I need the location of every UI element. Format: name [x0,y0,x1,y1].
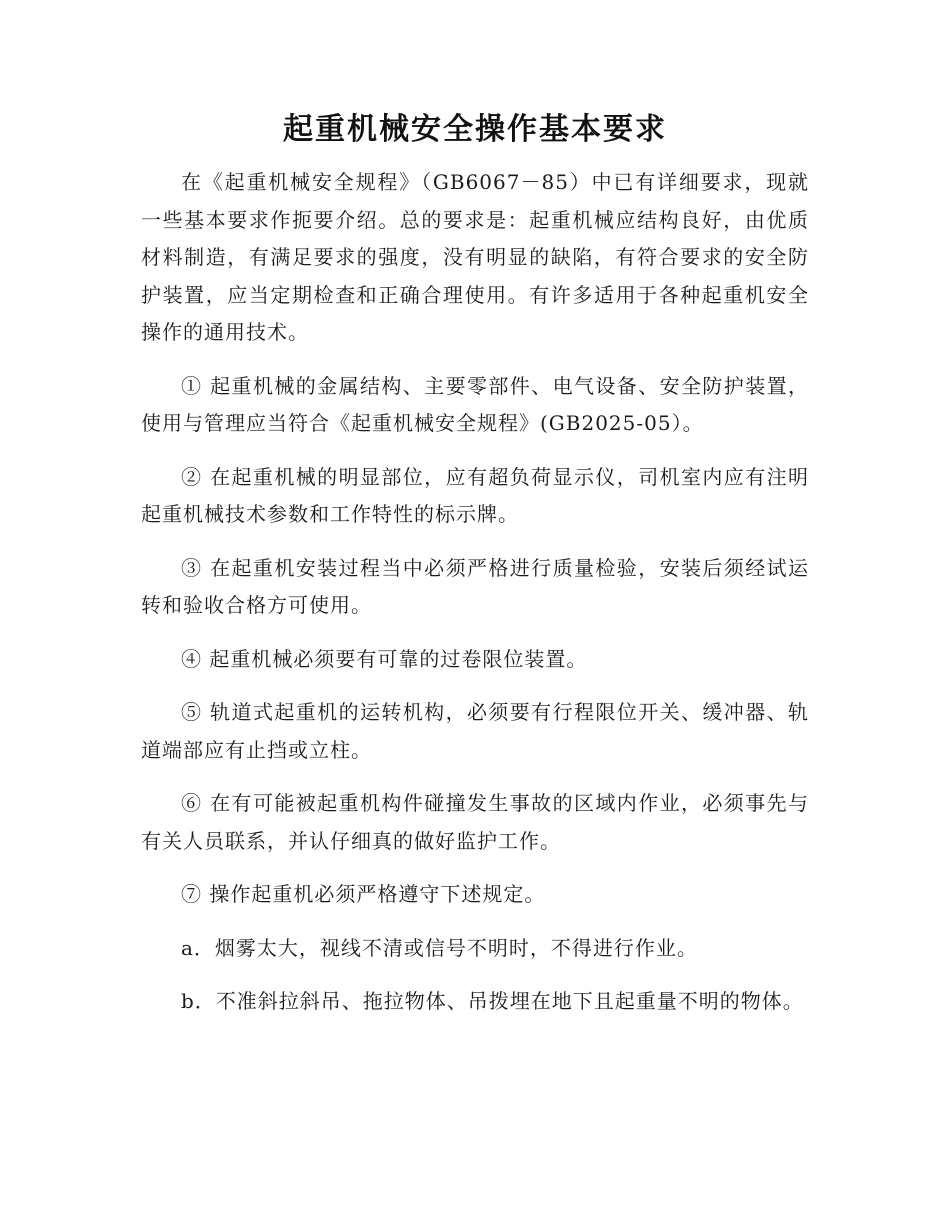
paragraph-sub-a: a．烟雾太大，视线不清或信号不明时，不得进行作业。 [181,935,698,960]
document-title: 起重机械安全操作基本要求 [283,112,667,147]
paragraph-item-2: ② 在起重机械的明显部位，应有超负荷显示仪，司机室内应有注明起重机械技术参数和工作特性的标示牌。 [141,464,809,526]
paragraph-item-6: ⑥ 在有可能被起重机构件碰撞发生事故的区域内作业，必须事先与有关人员联系，并认仔细真的做好监护工作。 [141,791,809,853]
document-body [141,164,809,1037]
paragraph-intro: 在《起重机械安全规程》（GB6067－85）中已有详细要求，现就一些基本要求作扼要介绍。总的要求是：起重机械应结构良好，由优质材料制造，有满足要求的强度，没有明显的缺陷，有符合要求的安全防护装置，应当定期检查和正确合理使用。有许多适用于各种起重机安全操作的通用技术。 [141,170,809,344]
paragraph-item-5: ⑤ 轨道式起重机的运转机构，必须要有行程限位开关、缓冲器、轨道端部应有止挡或立柱。 [141,700,809,762]
paragraph-item-1: ① 起重机械的金属结构、主要零部件、电气设备、安全防护装置，使用与管理应当符合《起重机械安全规程》(GB2025-05）。 [141,373,809,435]
paragraph-sub-b: b．不准斜拉斜吊、拖拉物体、吊拨埋在地下且起重量不明的物体。 [181,989,804,1013]
paragraph-item-3: ③ 在起重机安装过程当中必须严格进行质量检验，安装后须经试运转和验收合格方可使用。 [141,555,809,617]
paragraph-item-4: ④ 起重机械必须要有可靠的过卷限位装置。 [181,646,588,671]
paragraph-item-7: ⑦ 操作起重机必须严格遵守下述规定。 [181,882,546,906]
